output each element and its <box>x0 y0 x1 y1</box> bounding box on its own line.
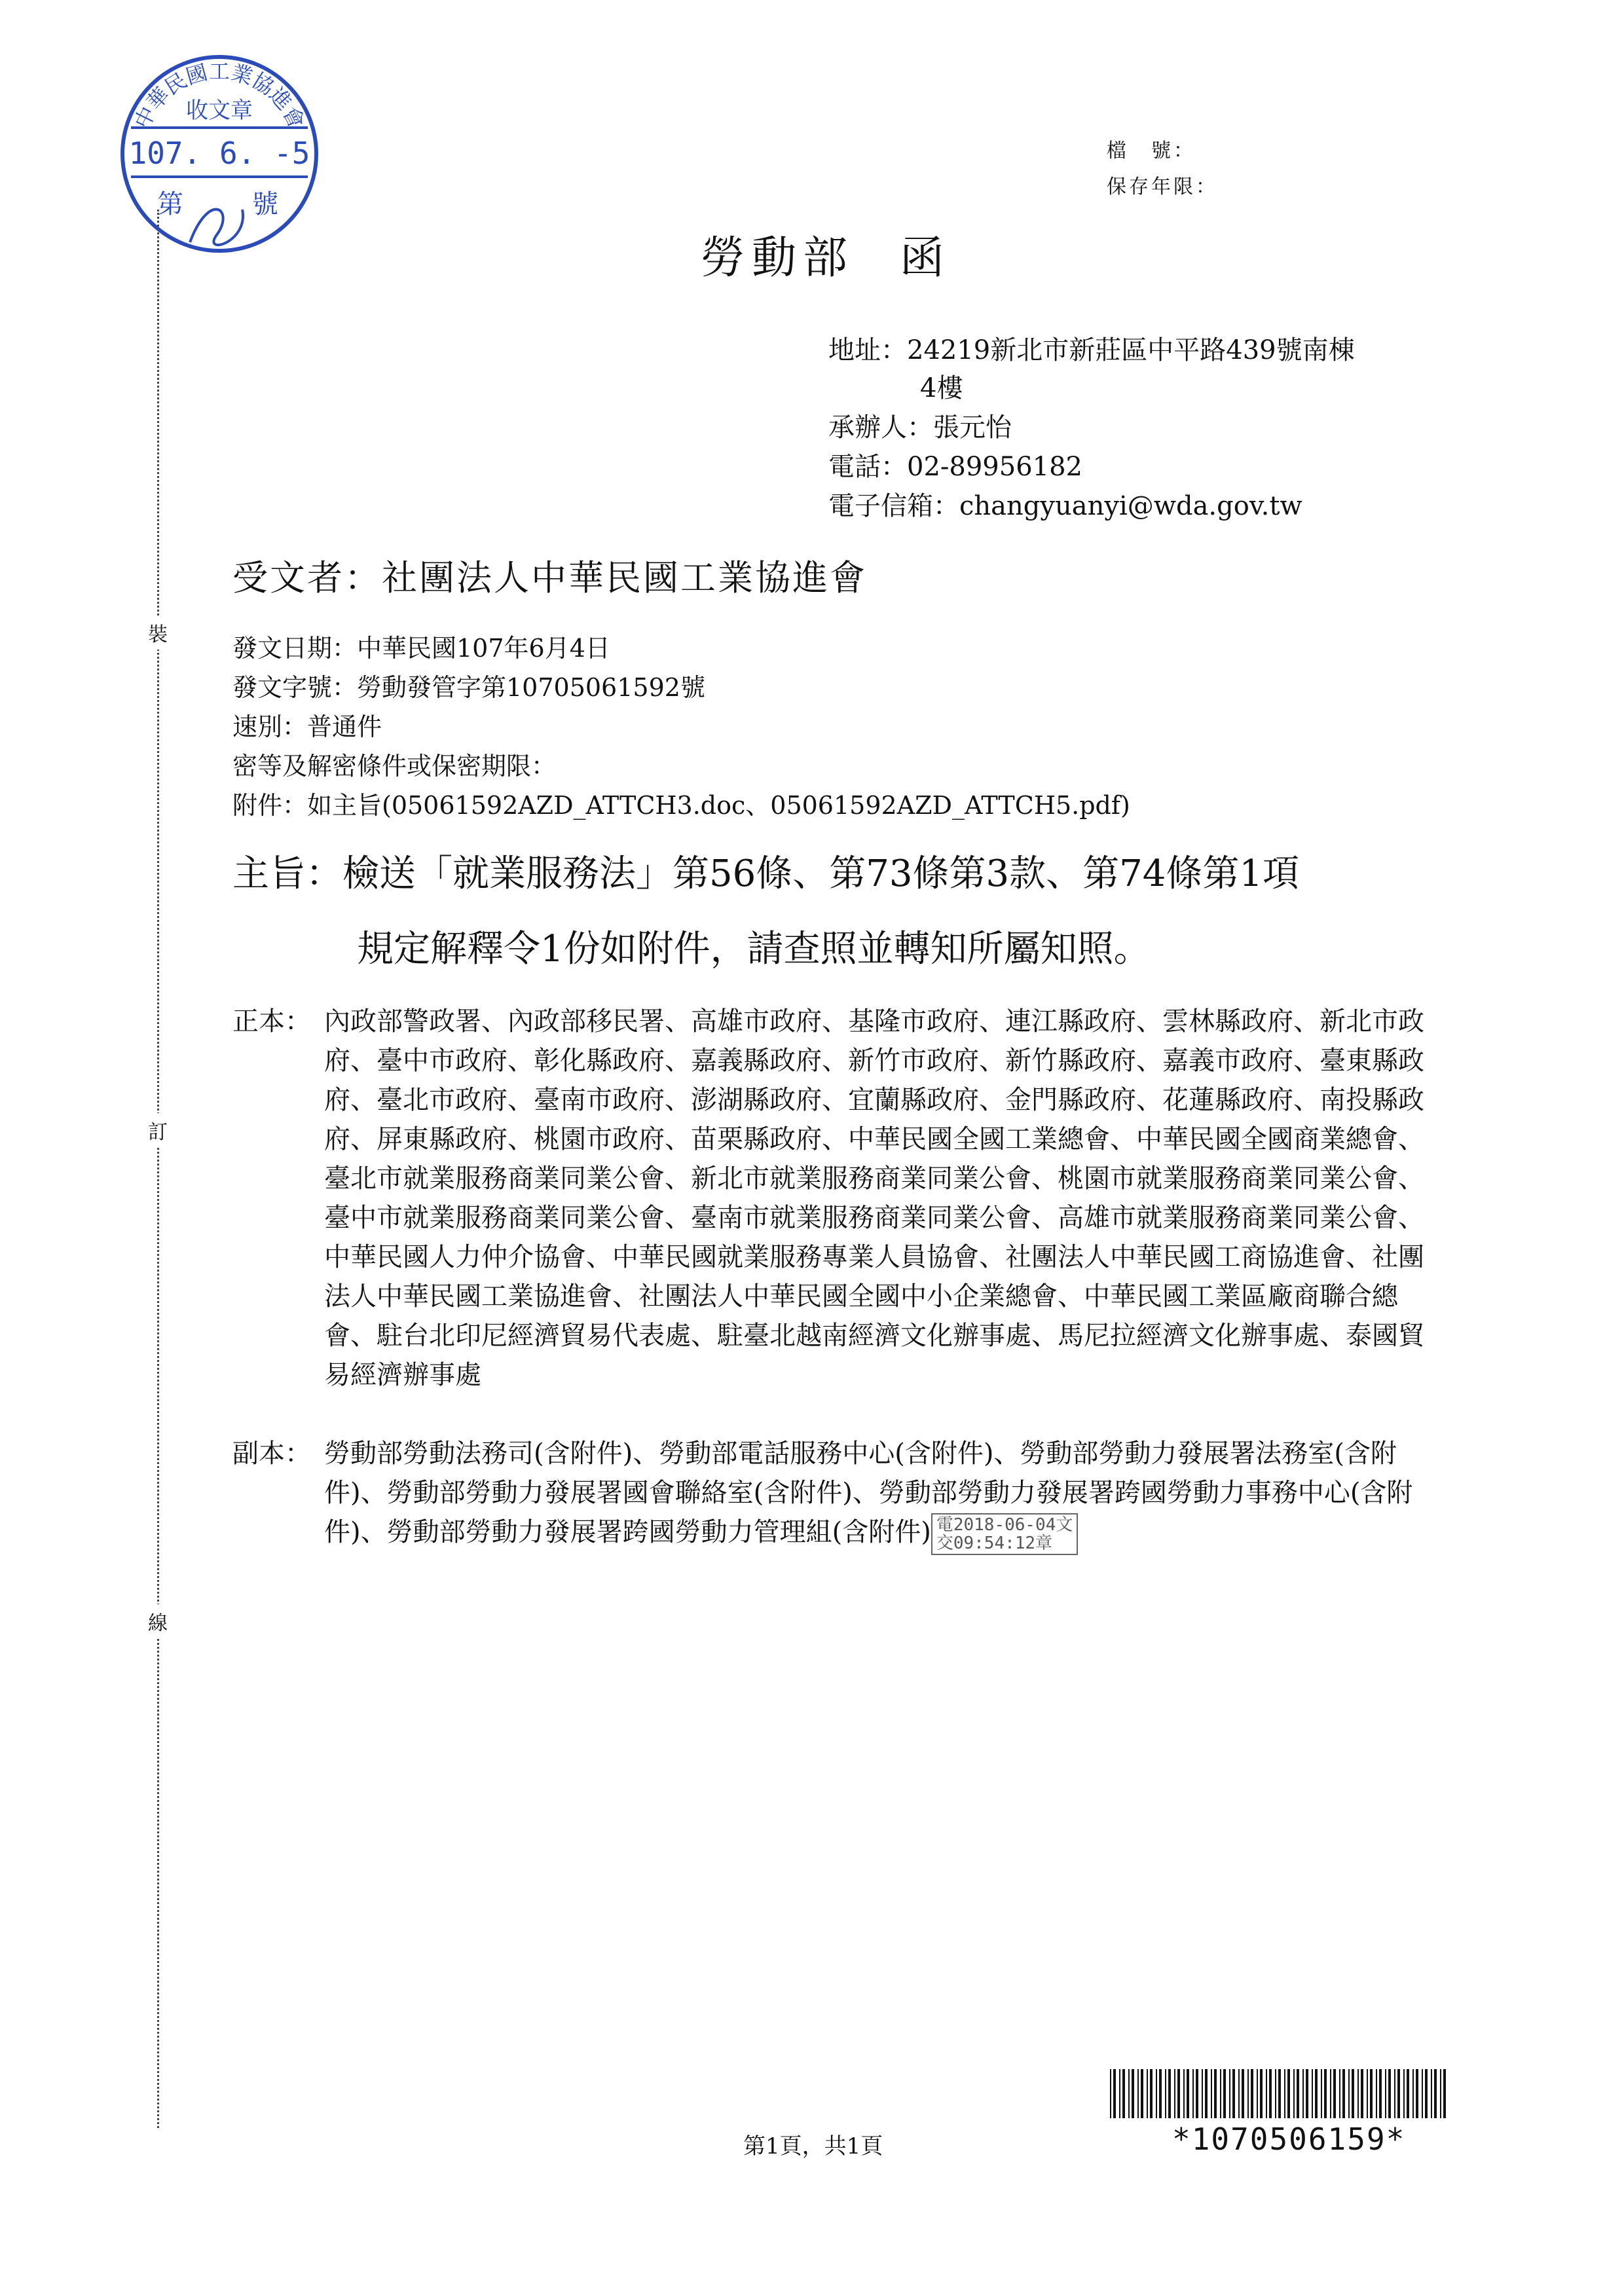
barcode-bar <box>1132 2069 1134 2118</box>
barcode-bar <box>1242 2069 1244 2118</box>
barcode-bar <box>1333 2069 1336 2118</box>
barcode-bar <box>1275 2069 1276 2118</box>
barcode-bar <box>1196 2069 1198 2118</box>
phone: 電話：02-89956182 <box>828 452 1083 482</box>
copy-recipients-body: 勞動部勞動法務司(含附件)、勞動部電話服務中心(含附件)、勞動部勞動力發展署法務室(含附件)、勞動部勞動力發展署國會聯絡室(含附件)、勞動部勞動力發展署跨國勞動力事務中心(含附件)、勞動部勞動力發展署跨國勞動力管理組(含附件) <box>324 1439 1413 1547</box>
barcode-bar <box>1183 2069 1185 2118</box>
barcode-bar <box>1412 2069 1414 2118</box>
barcode-bar <box>1137 2069 1139 2118</box>
barcode-bar <box>1269 2069 1272 2118</box>
barcode-bar <box>1324 2069 1327 2118</box>
barcode-bar <box>1348 2069 1350 2118</box>
secrecy: 密等及解密條件或保密期限： <box>232 752 557 780</box>
barcode-bar <box>1321 2069 1322 2118</box>
email: 電子信箱：changyuanyi@wda.gov.tw <box>828 491 1302 521</box>
barcode-number: *1070506159* <box>1172 2121 1406 2157</box>
binding-margin-line <box>157 210 159 2128</box>
barcode-bar <box>1302 2069 1304 2118</box>
barcode-bar <box>1232 2069 1235 2118</box>
barcode-bar <box>1434 2069 1437 2118</box>
svg-text:第: 第 <box>157 189 183 219</box>
binding-char-ding: 訂 <box>148 1113 168 1147</box>
file-number-label: 檔 號： <box>1107 139 1196 162</box>
barcode-bar <box>1443 2069 1446 2118</box>
barcode-bar <box>1385 2069 1386 2118</box>
barcode-bar <box>1367 2069 1368 2118</box>
barcode-bar <box>1306 2069 1308 2118</box>
barcode-bar <box>1260 2069 1263 2118</box>
svg-text:中華民國工業協進會: 中華民國工業協進會 <box>129 59 310 133</box>
barcode-bar <box>1122 2069 1125 2118</box>
received-stamp <box>111 46 327 262</box>
barcode-bar <box>1431 2069 1432 2118</box>
barcode-bar <box>1220 2069 1221 2118</box>
officer: 承辦人：張元怡 <box>828 413 1012 443</box>
barcode-bar <box>1211 2069 1212 2118</box>
barcode-bar <box>1168 2069 1171 2118</box>
agency-name: 勞動部 <box>701 232 855 284</box>
barcode-bar <box>1440 2069 1441 2118</box>
barcode-bar <box>1342 2069 1345 2118</box>
barcode-bar <box>1192 2069 1194 2118</box>
receiver: 受文者：社團法人中華民國工業協進會 <box>232 557 867 598</box>
document-title <box>701 223 951 286</box>
barcode-bar <box>1416 2069 1418 2118</box>
barcode-bar <box>1238 2069 1240 2118</box>
barcode-bar <box>1376 2069 1377 2118</box>
address-line-1: 地址：24219新北市新莊區中平路439號南棟 <box>828 335 1355 365</box>
barcode-bar <box>1357 2069 1359 2118</box>
barcode-bar <box>1165 2069 1166 2118</box>
barcode-bar <box>1394 2069 1395 2118</box>
barcode-bar <box>1150 2069 1153 2118</box>
retention-label: 保存年限： <box>1107 175 1218 198</box>
barcode-bar <box>1202 2069 1203 2118</box>
barcode-bar <box>1278 2069 1281 2118</box>
barcode-bar <box>1388 2069 1391 2118</box>
barcode-bar <box>1128 2069 1130 2118</box>
page-number: 第1頁，共1頁 <box>743 2133 883 2159</box>
attachment: 附件：如主旨(05061592AZD_ATTCH3.doc、05061592AZD_ATTCH5.pdf) <box>232 791 1130 820</box>
barcode-bar <box>1425 2069 1428 2118</box>
binding-char-xian: 線 <box>148 1604 168 1638</box>
barcode-bar <box>1370 2069 1373 2118</box>
barcode-bar <box>1266 2069 1267 2118</box>
barcode-bar <box>1379 2069 1382 2118</box>
barcode-bar <box>1147 2069 1148 2118</box>
barcode-bar <box>1229 2069 1230 2118</box>
barcode-bar <box>1247 2069 1249 2118</box>
copy-recipients-label: 副本： <box>232 1439 311 1469</box>
barcode-bar <box>1422 2069 1423 2118</box>
barcode <box>1110 2069 1450 2118</box>
barcode-bar <box>1156 2069 1157 2118</box>
barcode-bar <box>1214 2069 1217 2118</box>
barcode-bar <box>1407 2069 1409 2118</box>
subject-line-1: 主旨：檢送「就業服務法」第56條、第73條第3款、第74條第1項 <box>232 853 1300 895</box>
main-recipients <box>232 1002 1444 1395</box>
barcode-bar <box>1174 2069 1175 2118</box>
barcode-bar <box>1141 2069 1143 2118</box>
barcode-bar <box>1223 2069 1226 2118</box>
electronic-signature-stamp: 電2018-06-04文 交09:54:12章 <box>931 1513 1079 1555</box>
barcode-bar <box>1257 2069 1258 2118</box>
subject-line-2: 規定解釋令1份如附件，請查照並轉知所屬知照。 <box>357 928 1151 970</box>
svg-text:號: 號 <box>252 189 278 219</box>
barcode-bar <box>1119 2069 1120 2118</box>
barcode-bar <box>1287 2069 1290 2118</box>
barcode-bar <box>1293 2069 1295 2118</box>
dispatch-speed: 速別：普通件 <box>232 712 382 741</box>
dispatch-ref-no: 發文字號：勞動發管字第10705061592號 <box>232 673 705 702</box>
barcode-bar <box>1159 2069 1162 2118</box>
barcode-bar <box>1284 2069 1285 2118</box>
barcode-bar <box>1297 2069 1299 2118</box>
svg-text:107. 6. -5: 107. 6. -5 <box>128 136 310 171</box>
dispatch-date: 發文日期：中華民國107年6月4日 <box>232 634 610 663</box>
barcode-bar <box>1110 2069 1111 2118</box>
binding-char-zhuang: 裝 <box>148 615 168 650</box>
barcode-bar <box>1312 2069 1313 2118</box>
copy-recipients-text <box>324 1434 1444 1555</box>
barcode-bar <box>1205 2069 1208 2118</box>
copy-recipients <box>232 1434 1444 1555</box>
barcode-bar <box>1330 2069 1331 2118</box>
address-line-2: 4樓 <box>920 373 963 403</box>
barcode-bar <box>1352 2069 1354 2118</box>
barcode-bar <box>1177 2069 1180 2118</box>
barcode-bar <box>1339 2069 1340 2118</box>
main-recipients-label: 正本： <box>232 1006 311 1037</box>
barcode-bar <box>1251 2069 1253 2118</box>
barcode-bar <box>1187 2069 1189 2118</box>
barcode-bar <box>1315 2069 1318 2118</box>
barcode-bar <box>1397 2069 1400 2118</box>
barcode-bar <box>1113 2069 1116 2118</box>
main-recipients-text: 內政部警政署、內政部移民署、高雄市政府、基隆市政府、連江縣政府、雲林縣政府、新北市政府、臺中市政府、彰化縣政府、嘉義縣政府、新竹市政府、新竹縣政府、嘉義市政府、臺東縣政府、臺北市政府、臺南市政府、澎湖縣政府、宜蘭縣政府、金門縣政府、花蓮縣政府、南投縣政府、屏東縣政府、桃園市政府、苗栗縣政府、中華民國全國工業總會、中華民國全國商業總會、臺北市就業服務商業同業公會、新北市就業服務商業同業公會、桃園市就業服務商業同業公會、臺中市就業服務商業同業公會、臺南市就業服務商業同業公會、高雄市就業服務商業同業公會、中華民國人力仲介協會、中華民國就業服務專業人員協會、社團法人中華民國工商協進會、社團法人中華民國工業協進會、社團法人中華民國全國中小企業總會、中華民國工業區廠商聯合總會、駐台北印尼經濟貿易代表處、駐臺北越南經濟文化辦事處、馬尼拉經濟文化辦事處、泰國貿易經濟辦事處 <box>324 1006 1424 1390</box>
document-type: 函 <box>900 232 951 284</box>
barcode-bar <box>1361 2069 1363 2118</box>
svg-text:收文章: 收文章 <box>186 98 253 124</box>
barcode-bar <box>1403 2069 1405 2118</box>
